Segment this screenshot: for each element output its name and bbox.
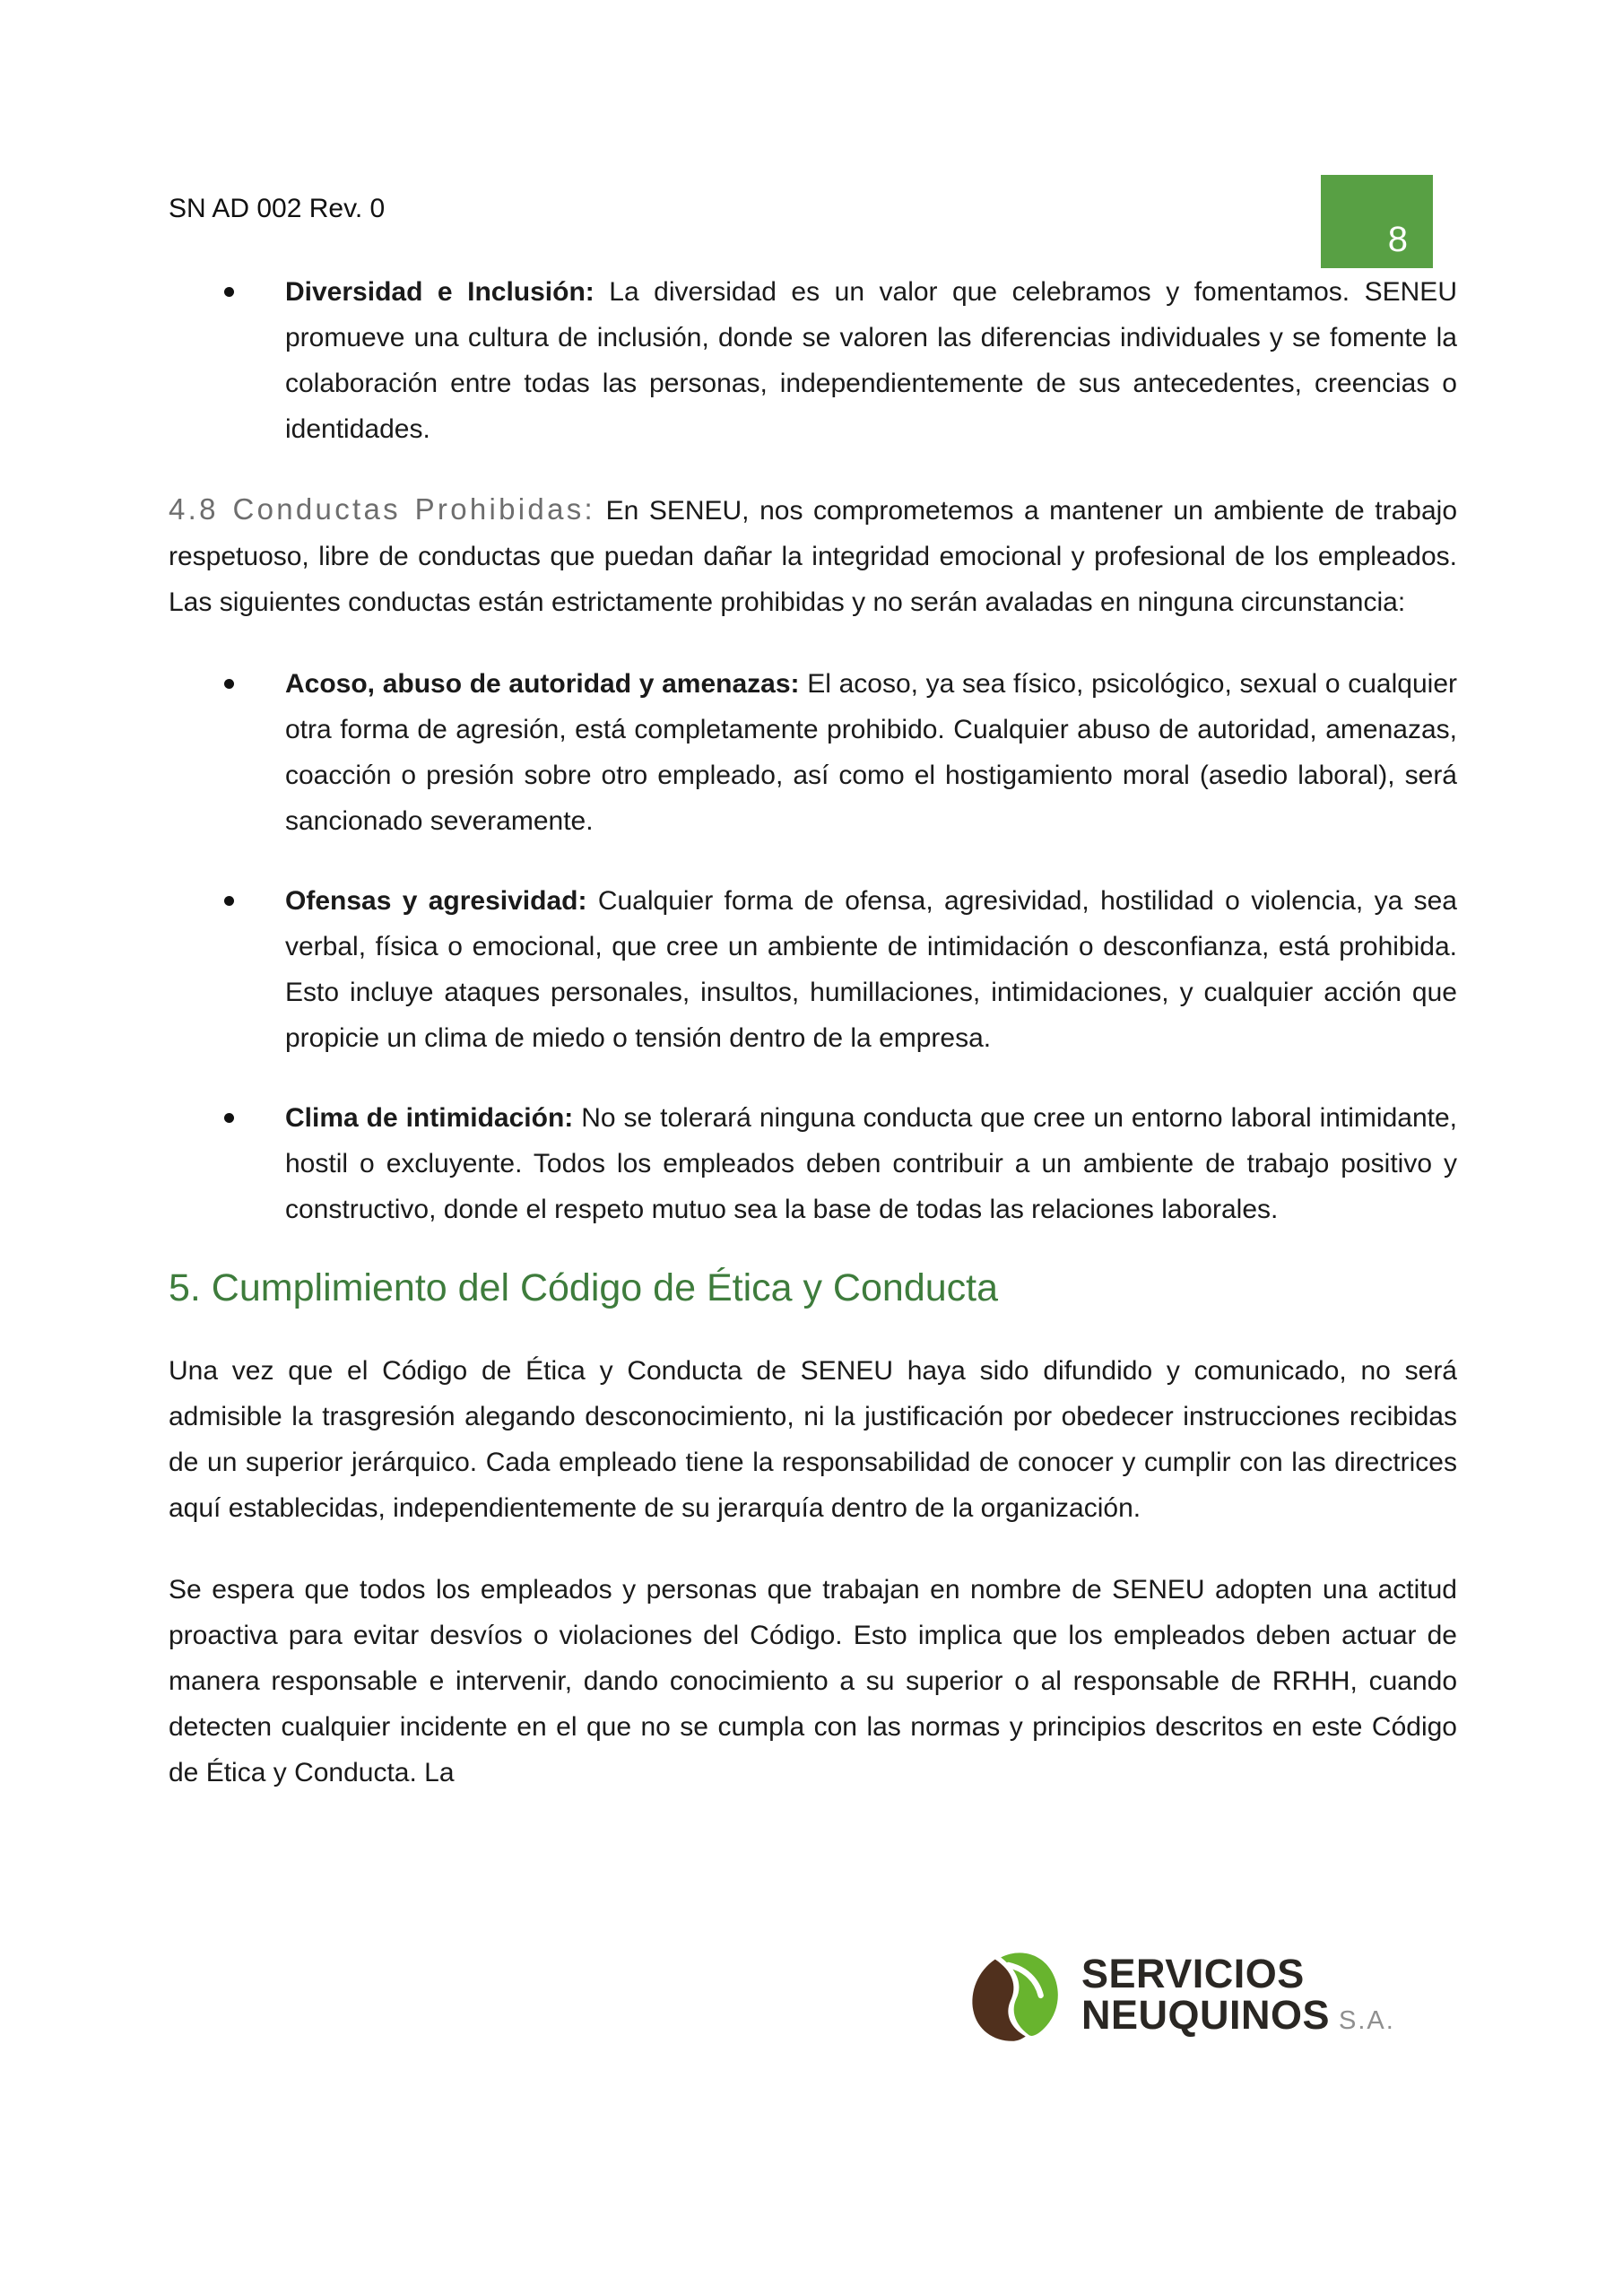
list-item-ofensas	[169, 878, 1457, 1061]
list-item-lead: Acoso, abuso de autoridad y amenazas:	[285, 669, 800, 699]
logo-suffix: S.A.	[1339, 2006, 1395, 2035]
section-5-paragraph-1: Una vez que el Código de Ética y Conducta de SENEU haya sido difundido y comunicado, no será admisible la trasgresión alegando desconocimiento, ni la justificación por obedecer instrucciones recibidas de un superior jerárquico. Cada empleado tiene la responsabilidad de conocer y cumplir con las directrices aquí establecidas, independientemente de su jerarquía dentro de la organización.	[169, 1356, 1457, 1524]
bullet-icon	[224, 287, 234, 297]
list-item-lead: Ofensas y agresividad:	[285, 886, 587, 916]
page-content	[169, 269, 1457, 1831]
list-item-lead: Diversidad e Inclusión:	[285, 277, 595, 307]
list-item-body: El acoso, ya sea físico, psicológico, sexual o cualquier otra forma de agresión, está completamente prohibido. Cualquier abuso de autoridad, amenazas, coacción o presión sobre otro empleado, así como el hostigamiento moral (asedio laboral), será sancionado severamente.	[285, 669, 1457, 836]
servicios-neuquinos-logo-icon	[967, 1948, 1062, 2047]
bullet-icon	[224, 896, 234, 906]
list-item-clima	[169, 1095, 1457, 1232]
section-5-paragraph-2: Se espera que todos los empleados y personas que trabajan en nombre de SENEU adopten una actitud proactiva para evitar desvíos o violaciones del Código. Esto implica que los empleados deben actuar de manera responsable e intervenir, dando conocimiento a su superior o al responsable de RRHH, cuando detecten cualquier incidente en el que no se cumpla con las normas y principios descritos en este Código de Ética y Conducta. La	[169, 1575, 1457, 1788]
list-item-body: La diversidad es un valor que celebramos y fomentamos. SENEU promueve una cultura de inclusión, donde se valoren las diferencias individuales y se fomente la colaboración entre todas las personas, independientemente de sus antecedentes, creencias o identidades.	[285, 277, 1457, 444]
section-4-8-body: En SENEU, nos comprometemos a mantener un ambiente de trabajo respetuoso, libre de conductas que puedan dañar la integridad emocional y profesional de los empleados. Las siguientes conductas están estrictamente prohibidas y no serán avaladas en ninguna circunstancia:	[169, 496, 1458, 617]
list-item-diversidad	[169, 269, 1457, 452]
list-item-body: No se tolerará ninguna conducta que cree un entorno laboral intimidante, hostil o excluyente. Todos los empleados deben contribuir a un ambiente de trabajo positivo y constructivo, donde el respeto mutuo sea la base de todas las relaciones laborales.	[285, 1103, 1457, 1224]
list-item-text	[285, 878, 1457, 1061]
section-5-title: 5. Cumplimiento del Código de Ética y Conducta	[169, 1266, 999, 1309]
bullet-icon	[224, 679, 234, 689]
list-item-acoso	[169, 661, 1457, 844]
page-number: 8	[1387, 220, 1408, 259]
logo-line-2-text: NEUQUINOS	[1081, 1992, 1331, 2038]
list-item-body: Cualquier forma de ofensa, agresividad, hostilidad o violencia, ya sea verbal, física o emocional, que cree un ambiente de intimidación o desconfianza, está prohibida. Esto incluye ataques personales, insultos, humillaciones, intimidaciones, y cualquier acción que propicie un clima de miedo o tensión dentro de la empresa.	[285, 886, 1457, 1053]
section-4-8-heading: 4.8 Conductas Prohibidas:	[169, 492, 596, 526]
company-logo	[967, 1948, 1395, 2047]
section-4-8-paragraph	[169, 486, 1457, 625]
logo-line-1: SERVICIOS	[1081, 1951, 1305, 1996]
list-item-lead: Clima de intimidación:	[285, 1103, 574, 1133]
page-number-badge	[1321, 175, 1433, 268]
logo-line-2	[1081, 1992, 1395, 2041]
document-code: SN AD 002 Rev. 0	[169, 194, 386, 223]
list-item-text	[285, 1095, 1457, 1232]
list-item-text	[285, 269, 1457, 452]
bullet-icon	[224, 1113, 234, 1123]
company-logo-text	[1081, 1953, 1395, 2041]
list-item-text	[285, 661, 1457, 844]
